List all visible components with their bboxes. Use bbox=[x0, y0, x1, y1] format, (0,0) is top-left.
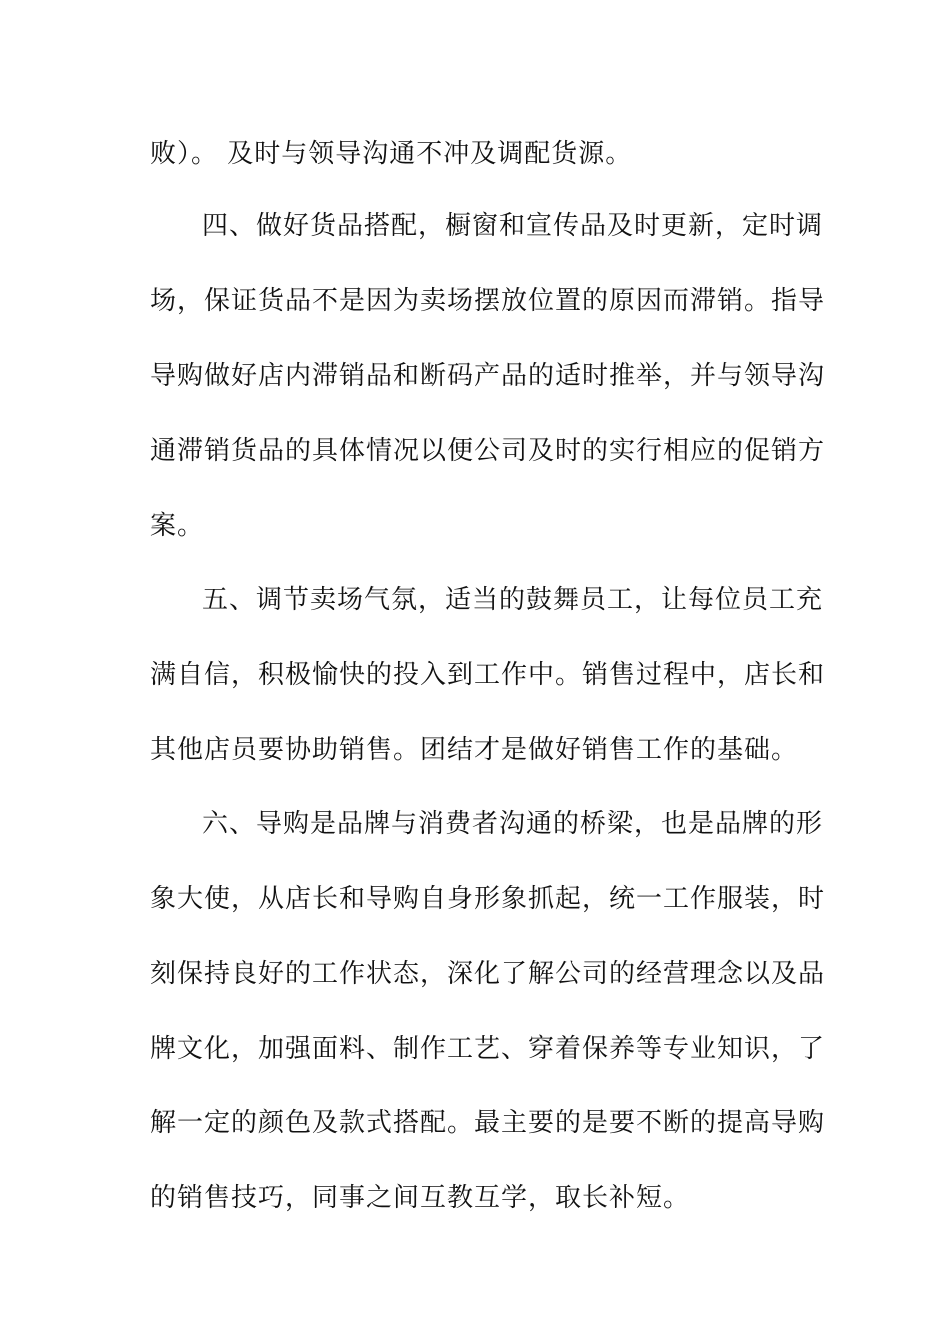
text-line: 满自信，积极愉快的投入到工作中。销售过程中，店长和 bbox=[150, 660, 826, 690]
text-line: 象大使，从店长和导购自身形象抓起，统一工作服装，时 bbox=[150, 884, 826, 914]
text-line: 的销售技巧，同事之间互教互学，取长补短。 bbox=[150, 1183, 691, 1213]
text-line: 场，保证货品不是因为卖场摆放位置的原因而滞销。指导 bbox=[150, 286, 826, 316]
text-line: 导购做好店内滞销品和断码产品的适时推举，并与领导沟 bbox=[150, 361, 826, 391]
text-line: 其他店员要协助销售。团结才是做好销售工作的基础。 bbox=[150, 735, 799, 765]
text-line: 解一定的颜色及款式搭配。最主要的是要不断的提高导购 bbox=[150, 1108, 826, 1138]
text-line: 通滞销货品的具体情况以便公司及时的实行相应的促销方 bbox=[150, 436, 826, 466]
paragraph-6-line: 六、导购是品牌与消费者沟通的桥梁，也是品牌的形 bbox=[202, 809, 824, 839]
paragraph-4-line: 四、做好货品搭配，橱窗和宣传品及时更新，定时调 bbox=[202, 211, 824, 241]
text-line: 刻保持良好的工作状态，深化了解公司的经营理念以及品 bbox=[150, 959, 826, 989]
text-line: 败）。 及时与领导沟通不冲及调配货源。 bbox=[150, 139, 633, 169]
text-line: 案。 bbox=[150, 511, 205, 541]
text-line: 牌文化，加强面料、制作工艺、穿着保养等专业知识，了 bbox=[150, 1034, 826, 1064]
paragraph-5-line: 五、调节卖场气氛，适当的鼓舞员工，让每位员工充 bbox=[202, 585, 824, 615]
